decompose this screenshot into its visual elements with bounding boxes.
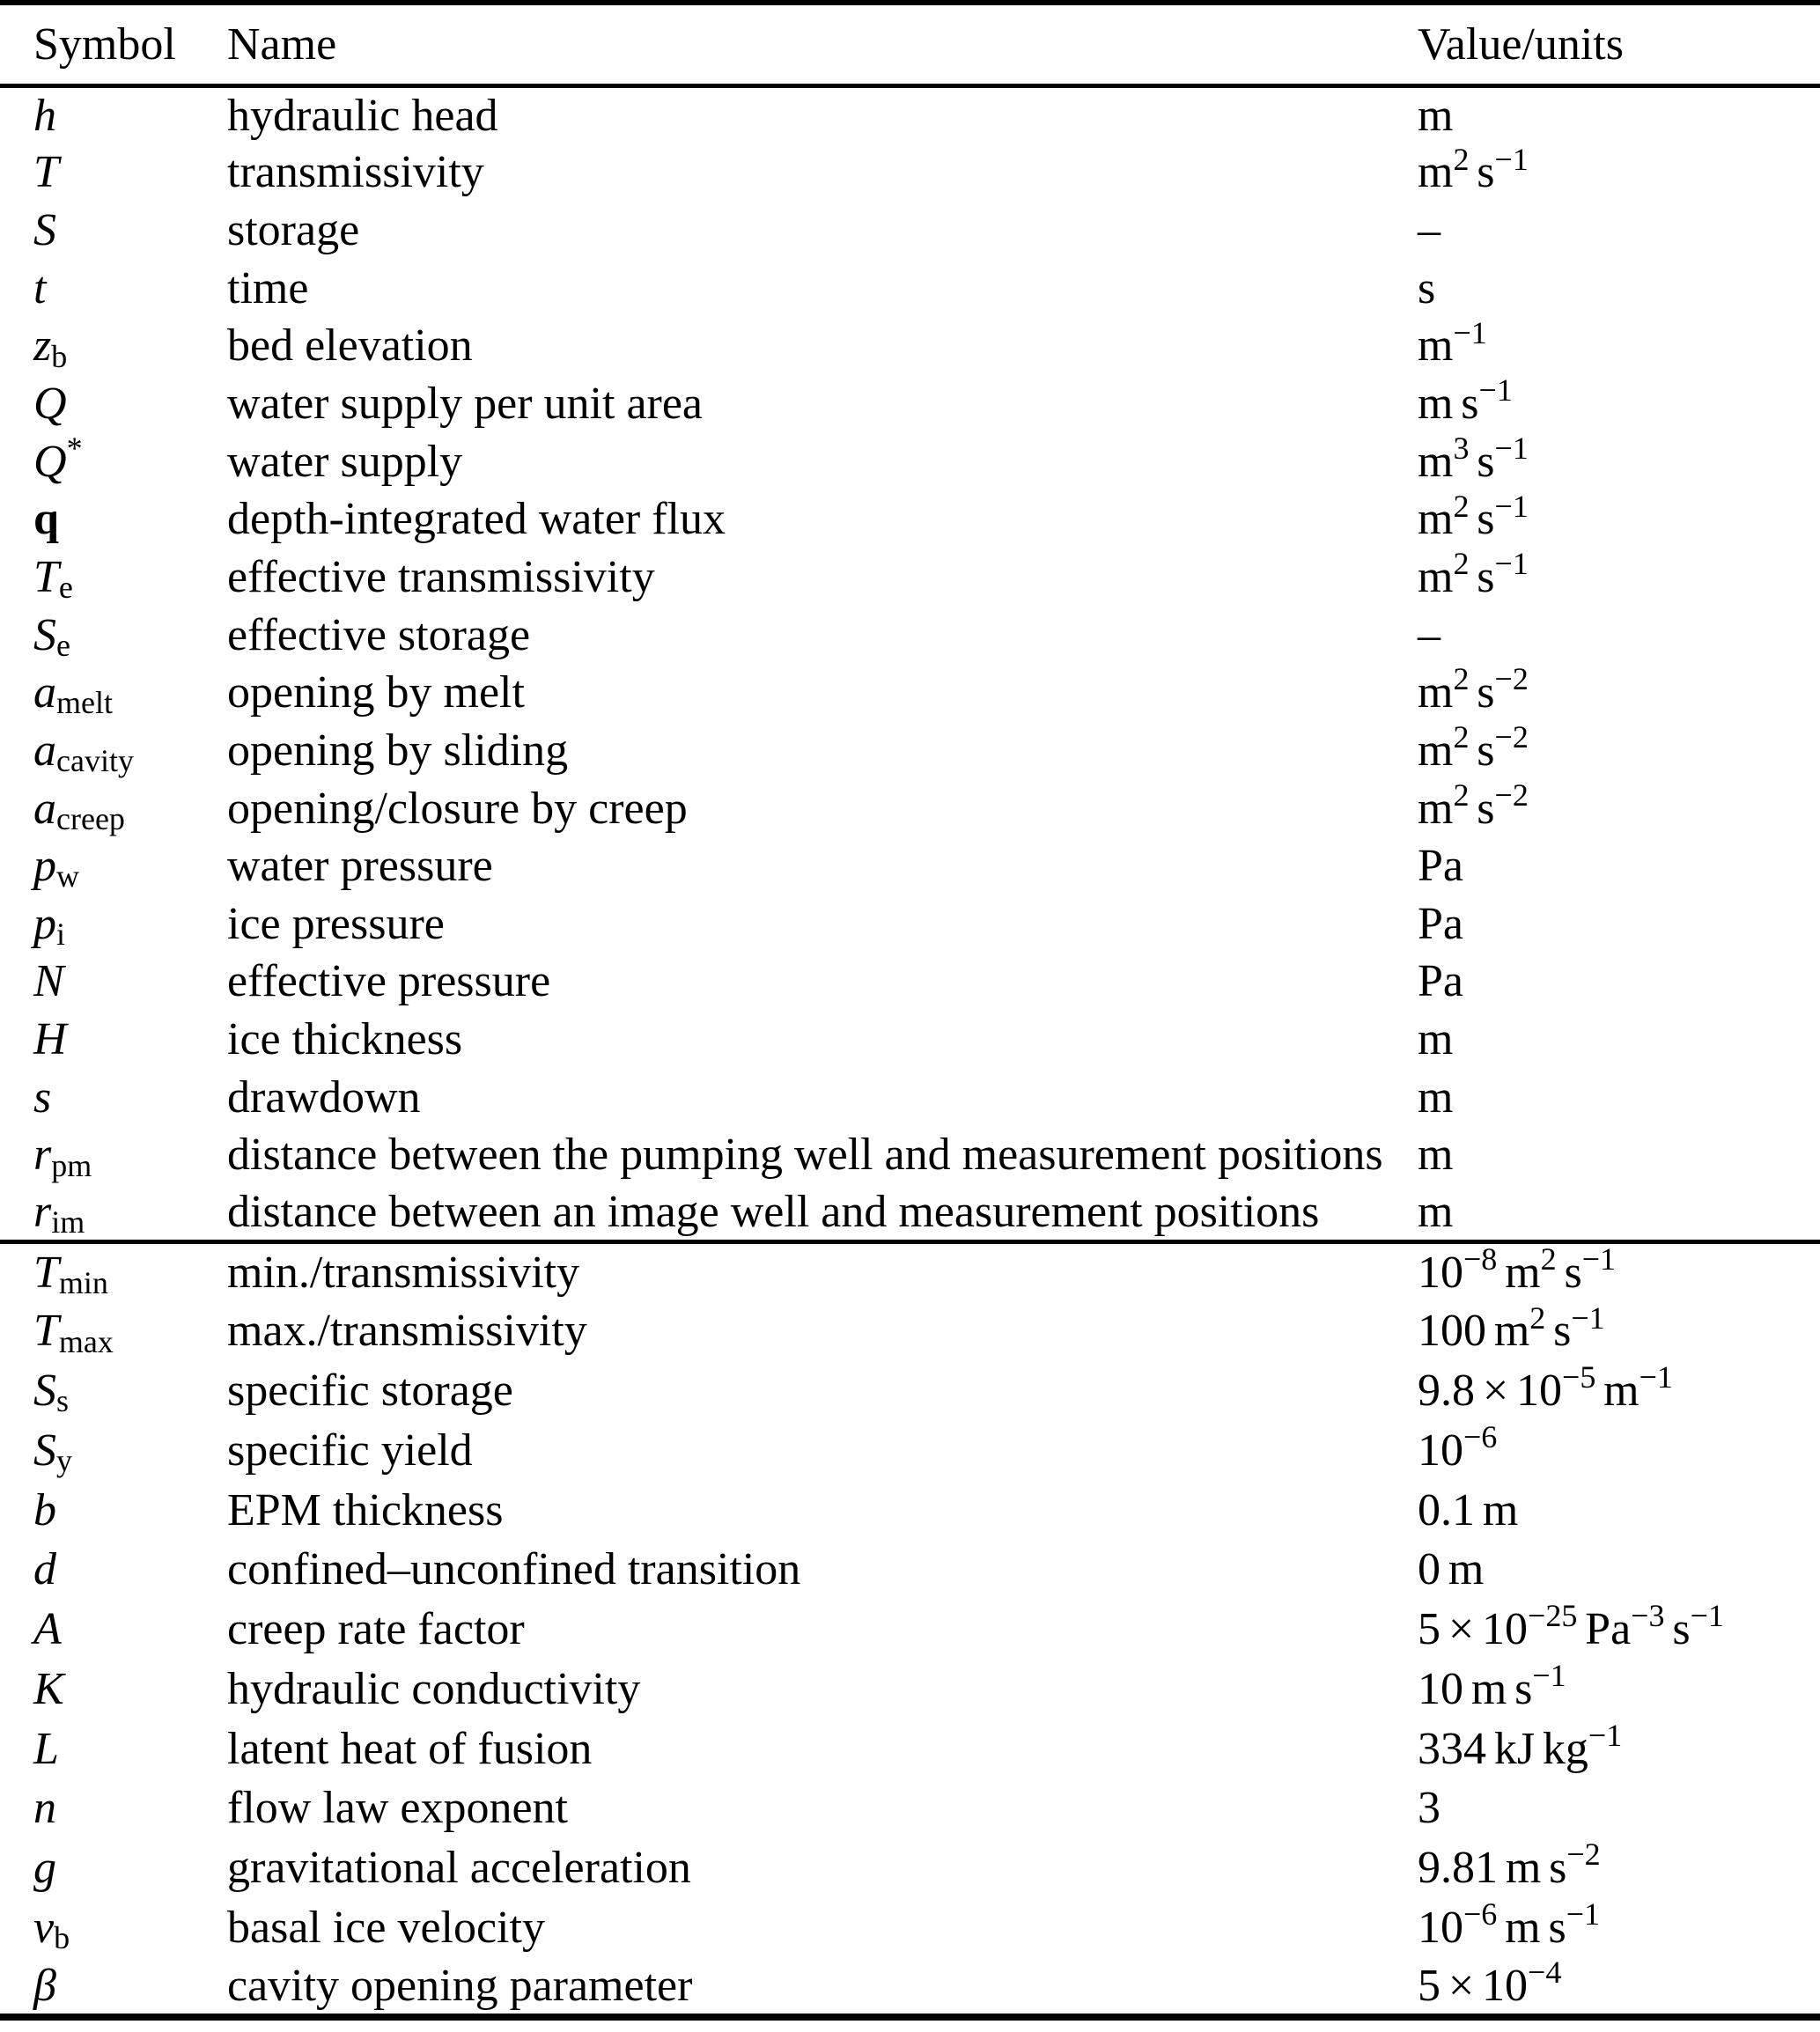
symbol: $S_y$: [33, 1425, 72, 1479]
name-cell: opening/closure by creep: [227, 783, 688, 834]
name-cell: distance between the pumping well and measurement positions: [227, 1130, 1383, 1181]
superscript: −6: [1463, 1896, 1498, 1933]
table-row: [0, 837, 1820, 895]
symbol-cell: [0, 317, 227, 375]
symbol: q: [33, 494, 59, 545]
value-cell: m: [1418, 1130, 1454, 1181]
superscript: 2: [1453, 719, 1470, 755]
superscript: 2: [1529, 1299, 1546, 1336]
superscript: −25: [1528, 1598, 1578, 1634]
name-cell: effective pressure: [227, 956, 551, 1007]
symbol: $S_e$: [33, 609, 70, 663]
header-row: [0, 3, 1820, 86]
subscript: min: [58, 1265, 108, 1301]
name-cell: flow law exponent: [227, 1783, 569, 1834]
table-row: [0, 1421, 1820, 1481]
symbol: $r_{pm}$: [33, 1130, 92, 1183]
symbol-cell: [0, 953, 227, 1011]
table-row: [0, 722, 1820, 780]
symbol-cell: [0, 1184, 227, 1242]
symbol-cell: [0, 1421, 227, 1481]
symbol: N: [33, 956, 64, 1007]
name-cell: creep rate factor: [227, 1604, 525, 1655]
name-cell: water pressure: [227, 841, 493, 892]
symbol: g: [33, 1843, 56, 1894]
symbol: $z_b$: [33, 320, 68, 374]
table-row: [0, 953, 1820, 1011]
table-row: [0, 86, 1820, 144]
symbol: $r_{im}$: [33, 1186, 85, 1240]
name-cell: distance between an image well and measurement positions: [227, 1184, 1418, 1242]
superscript: 2: [1453, 777, 1470, 813]
value-cell: 0 m: [1418, 1544, 1485, 1595]
subscript: cavity: [56, 743, 134, 779]
symbol-cell: [0, 1540, 227, 1600]
table-row: [0, 490, 1820, 548]
symbol-cell: [0, 259, 227, 317]
value-cell: 3: [1418, 1783, 1441, 1834]
subscript: w: [56, 858, 79, 895]
symbol-cell: [0, 86, 227, 144]
symbol-cell: [0, 1126, 227, 1184]
symbol: T: [33, 147, 59, 198]
symbol-cell: [0, 1660, 227, 1719]
superscript: 2: [1453, 546, 1470, 582]
superscript: −5: [1562, 1359, 1596, 1395]
name-cell: specific storage: [227, 1366, 513, 1417]
symbol: Q: [33, 379, 67, 430]
table-row: [0, 1011, 1820, 1069]
superscript: 2: [1453, 661, 1470, 697]
table-row: [0, 375, 1820, 433]
name-cell: transmissivity: [227, 147, 484, 198]
symbol: $T_{min}$: [33, 1247, 108, 1301]
value-cell: $m^2$ $s^{-1}$: [1418, 141, 1529, 198]
symbol-cell: [0, 1957, 227, 2017]
value-cell: 9.81 m $s^{-2}$: [1418, 1837, 1601, 1894]
symbol-cell: [0, 1011, 227, 1069]
value-cell: $m^3$ $s^{-1}$: [1418, 430, 1529, 487]
symbol-cell: [0, 664, 227, 722]
subscript: e: [58, 570, 73, 606]
value-cell: $m^2$ $s^{-1}$: [1418, 546, 1529, 602]
symbol: $p_i$: [33, 898, 66, 952]
subscript: b: [54, 1920, 70, 1956]
name-cell: bed elevation: [227, 320, 473, 372]
superscript: −1: [1494, 488, 1529, 524]
superscript: 2: [1540, 1241, 1557, 1277]
subscript: i: [56, 916, 66, 952]
symbol: K: [33, 1663, 64, 1714]
superscript: −4: [1528, 1954, 1562, 1990]
symbol: d: [33, 1544, 56, 1595]
value-cell: m: [1418, 1184, 1820, 1242]
name-cell: ice pressure: [227, 898, 445, 949]
symbol: $T_{max}$: [33, 1306, 114, 1359]
symbol: S: [33, 205, 56, 256]
name-cell: water supply per unit area: [227, 379, 704, 430]
superscript: −8: [1463, 1241, 1498, 1277]
superscript: −1: [1494, 141, 1529, 177]
subscript: s: [56, 1383, 70, 1419]
table-row: [0, 1778, 1820, 1838]
name-cell: max./transmissivity: [227, 1306, 587, 1357]
symbol: n: [33, 1783, 56, 1834]
subscript: b: [51, 338, 68, 374]
symbol: h: [33, 91, 56, 142]
superscript: −1: [1571, 1299, 1605, 1336]
value-cell: $m^{-1}$: [1418, 314, 1487, 372]
table-row: [0, 1898, 1820, 1958]
symbol: L: [33, 1723, 59, 1774]
symbol: H: [33, 1014, 67, 1065]
table-row: [0, 144, 1820, 202]
symbol-cell: [0, 1898, 227, 1958]
table-row: [0, 1361, 1820, 1421]
value-cell: s: [1418, 262, 1436, 313]
name-cell: drawdown: [227, 1071, 421, 1123]
superscript: 2: [1453, 488, 1470, 524]
table-row: [0, 1957, 1820, 2017]
value-cell: m: [1418, 1071, 1454, 1123]
name-cell: time: [227, 262, 309, 313]
symbol: $a_{cavity}$: [33, 725, 134, 779]
symbol-cell: [0, 490, 227, 548]
symbol-cell: [0, 548, 227, 607]
symbol-cell: [0, 1361, 227, 1421]
table-row: [0, 259, 1820, 317]
symbol-cell: [0, 1600, 227, 1660]
symbol-cell: [0, 722, 227, 780]
value-cell: 334 kJ $kg^{-1}$: [1418, 1717, 1623, 1774]
table-row: [0, 1719, 1820, 1778]
superscript: −2: [1566, 1837, 1601, 1873]
superscript: −6: [1463, 1419, 1498, 1455]
table-row: [0, 317, 1820, 375]
value-cell: Pa: [1418, 956, 1463, 1007]
name-cell: opening by sliding: [227, 725, 569, 776]
subscript: melt: [56, 685, 113, 721]
superscript: −1: [1453, 314, 1487, 350]
symbol: $a_{melt}$: [33, 667, 113, 721]
table-row: [0, 1184, 1820, 1242]
table-row: [0, 1660, 1820, 1719]
symbol-cell: [0, 1838, 227, 1898]
value-cell: $5 \times 10^{-4}$: [1418, 1954, 1562, 2011]
name-cell: depth-integrated water flux: [227, 494, 726, 545]
value-cell: $5 \times 10^{-25}$ $Pa^{-3}$ $s^{-1}$: [1418, 1598, 1724, 1655]
symbol-cell: [0, 837, 227, 895]
symbol-cell: [0, 1719, 227, 1778]
superscript: −3: [1631, 1598, 1665, 1634]
table-row: [0, 1838, 1820, 1898]
symbol-cell: [0, 606, 227, 664]
table-row: [0, 1126, 1820, 1184]
superscript: −1: [1588, 1717, 1623, 1753]
table-row: [0, 1241, 1820, 1301]
symbol: $p_w$: [33, 841, 79, 895]
value-cell: $m^2$ $s^{-2}$: [1418, 661, 1529, 718]
value-cell: Pa: [1418, 841, 1463, 892]
subscript: im: [51, 1204, 85, 1240]
superscript: −1: [1478, 372, 1513, 409]
superscript: −2: [1494, 661, 1529, 697]
subscript: y: [56, 1443, 72, 1479]
value-cell: 0.1 m: [1418, 1484, 1519, 1535]
value-cell: –: [1418, 205, 1441, 256]
symbol-cell: [0, 432, 227, 490]
column-header-value: Value/units: [1418, 3, 1820, 86]
name-cell: effective storage: [227, 609, 531, 660]
symbol-cell: [0, 1301, 227, 1361]
superscript: −1: [1566, 1896, 1600, 1933]
symbol-cell: [0, 1480, 227, 1540]
symbol: $v_b$: [33, 1902, 70, 1956]
name-cell: effective transmissivity: [227, 551, 655, 602]
name-cell: hydraulic head: [227, 91, 498, 142]
superscript: 3: [1453, 430, 1470, 466]
name-cell: confined–unconfined transition: [227, 1544, 801, 1595]
value-cell: m: [1418, 1014, 1454, 1065]
subscript: creep: [56, 800, 125, 836]
table-row: [0, 664, 1820, 722]
symbol: t: [33, 262, 47, 313]
table-row: [0, 779, 1820, 837]
value-cell: Pa: [1418, 898, 1463, 949]
superscript: *: [66, 430, 83, 466]
symbol-cell: [0, 1778, 227, 1838]
name-cell: ice thickness: [227, 1014, 463, 1065]
name-cell: water supply: [227, 436, 463, 487]
value-cell: $m^2$ $s^{-1}$: [1418, 488, 1529, 545]
symbol-cell: [0, 1241, 227, 1301]
symbol: $a_{creep}$: [33, 783, 125, 836]
name-cell: cavity opening parameter: [227, 1960, 693, 2011]
symbol: $S_s$: [33, 1366, 70, 1419]
superscript: −1: [1690, 1598, 1724, 1634]
value-cell: –: [1418, 609, 1441, 660]
symbol: b: [33, 1484, 56, 1535]
column-header-name: Name: [227, 3, 1418, 86]
value-cell: $10^{-6}$ m $s^{-1}$: [1418, 1896, 1600, 1953]
value-cell: $m^2$ $s^{-2}$: [1418, 719, 1529, 776]
superscript: −2: [1494, 719, 1529, 755]
name-cell: opening by melt: [227, 667, 525, 718]
symbol-cell: [0, 895, 227, 953]
symbol: A: [33, 1604, 62, 1655]
value-cell: $9.8 \times 10^{-5}$ $m^{-1}$: [1418, 1359, 1673, 1417]
symbol: s: [33, 1071, 52, 1123]
superscript: −1: [1532, 1658, 1566, 1694]
symbol-cell: [0, 202, 227, 260]
name-cell: latent heat of fusion: [227, 1723, 593, 1774]
column-header-symbol: Symbol: [0, 3, 227, 86]
symbol: $T_e$: [33, 551, 73, 606]
section-parameters: [0, 1241, 1820, 2017]
subscript: max: [58, 1323, 114, 1359]
value-cell: m $s^{-1}$: [1418, 372, 1513, 430]
symbol-cell: [0, 375, 227, 433]
value-cell: m: [1418, 91, 1454, 142]
table-row: [0, 432, 1820, 490]
superscript: −2: [1494, 777, 1529, 813]
name-cell: EPM thickness: [227, 1484, 504, 1535]
symbol-cell: [0, 779, 227, 837]
section-variables: [0, 86, 1820, 1242]
superscript: 2: [1453, 141, 1470, 177]
table-row: [0, 1540, 1820, 1600]
table-header: [0, 3, 1820, 86]
name-cell: min./transmissivity: [227, 1247, 580, 1298]
superscript: −1: [1639, 1359, 1673, 1395]
table-row: [0, 1600, 1820, 1660]
value-cell: $m^2$ $s^{-2}$: [1418, 777, 1529, 834]
table-row: [0, 1068, 1820, 1126]
table-row: [0, 895, 1820, 953]
symbol-cell: [0, 1068, 227, 1126]
value-cell: $10^{-8}$ $m^2$ $s^{-1}$: [1418, 1241, 1616, 1298]
subscript: e: [56, 627, 70, 663]
name-cell: specific yield: [227, 1425, 473, 1476]
name-cell: basal ice velocity: [227, 1902, 545, 1953]
table-row: [0, 202, 1820, 260]
value-cell: 100 $m^2$ $s^{-1}$: [1418, 1299, 1605, 1357]
symbol-cell: [0, 144, 227, 202]
table-row: [0, 548, 1820, 607]
name-cell: gravitational acceleration: [227, 1843, 691, 1894]
table-row: [0, 1480, 1820, 1540]
name-cell: hydraulic conductivity: [227, 1663, 641, 1714]
table-row: [0, 1301, 1820, 1361]
symbol: β: [33, 1960, 56, 2011]
table-row: [0, 606, 1820, 664]
symbol: Q*: [33, 430, 83, 487]
superscript: −1: [1581, 1241, 1616, 1277]
value-cell: 10 m $s^{-1}$: [1418, 1658, 1566, 1714]
superscript: −1: [1494, 546, 1529, 582]
name-cell: storage: [227, 205, 360, 256]
superscript: −1: [1494, 430, 1529, 466]
subscript: pm: [51, 1147, 92, 1183]
value-cell: $10^{-6}$: [1418, 1419, 1498, 1476]
